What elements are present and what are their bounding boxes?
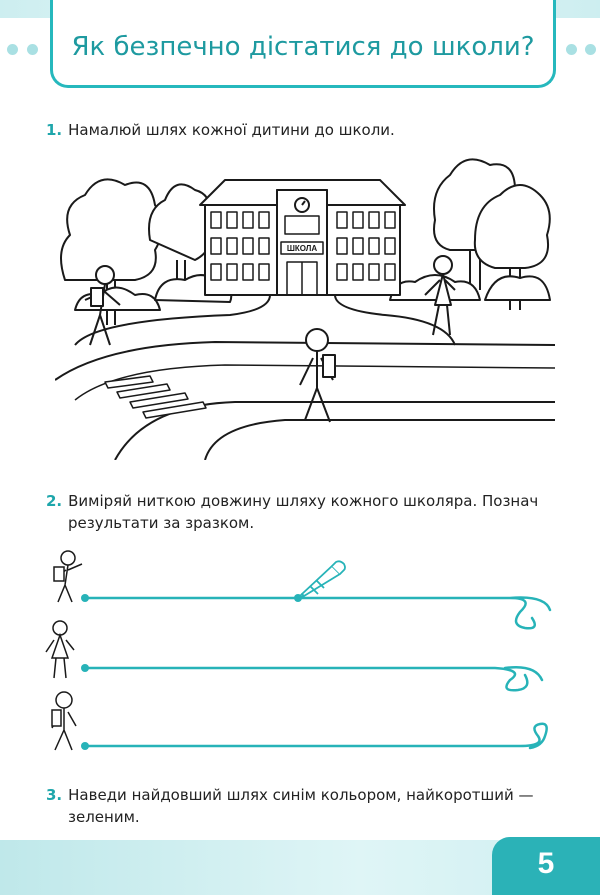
page-number: 5: [537, 847, 555, 880]
task-text: Виміряй ниткою довжину шляху кожного школяра. Познач: [68, 492, 539, 510]
decor-dot: [566, 44, 577, 55]
task-number: 1.: [46, 121, 63, 139]
task-text: Намалюй шлях кожної дитини до школи.: [68, 121, 395, 139]
page-number-tab: [492, 837, 600, 895]
school-scene-illustration: [55, 150, 555, 460]
task-2: [46, 490, 538, 534]
child-figure-boy: [54, 551, 82, 602]
task-number: 3.: [46, 786, 63, 804]
task-text-continued: зеленим.: [68, 808, 140, 826]
task-number: 2.: [46, 492, 63, 510]
child-figure-walking: [52, 692, 76, 750]
school-building: [200, 180, 405, 295]
title-box: [50, 0, 556, 88]
string-line-3: [85, 724, 547, 748]
task-1: [46, 119, 395, 141]
string-line-2: [85, 667, 542, 690]
decor-dot: [7, 44, 18, 55]
pencil-icon: [298, 561, 345, 598]
child-figure-girl: [46, 621, 74, 678]
school-sign: ШКОЛА: [286, 244, 318, 253]
decor-dot: [27, 44, 38, 55]
measuring-strings: [40, 540, 570, 765]
task-text-continued: результати за зразком.: [68, 514, 255, 532]
string-line-1: [85, 598, 550, 629]
decor-dot: [585, 44, 596, 55]
task-text: Наведи найдовший шлях синім кольором, найкоротший —: [68, 786, 534, 804]
page-title: Як безпечно дістатися до школи?: [71, 32, 535, 62]
task-3: [46, 784, 534, 828]
